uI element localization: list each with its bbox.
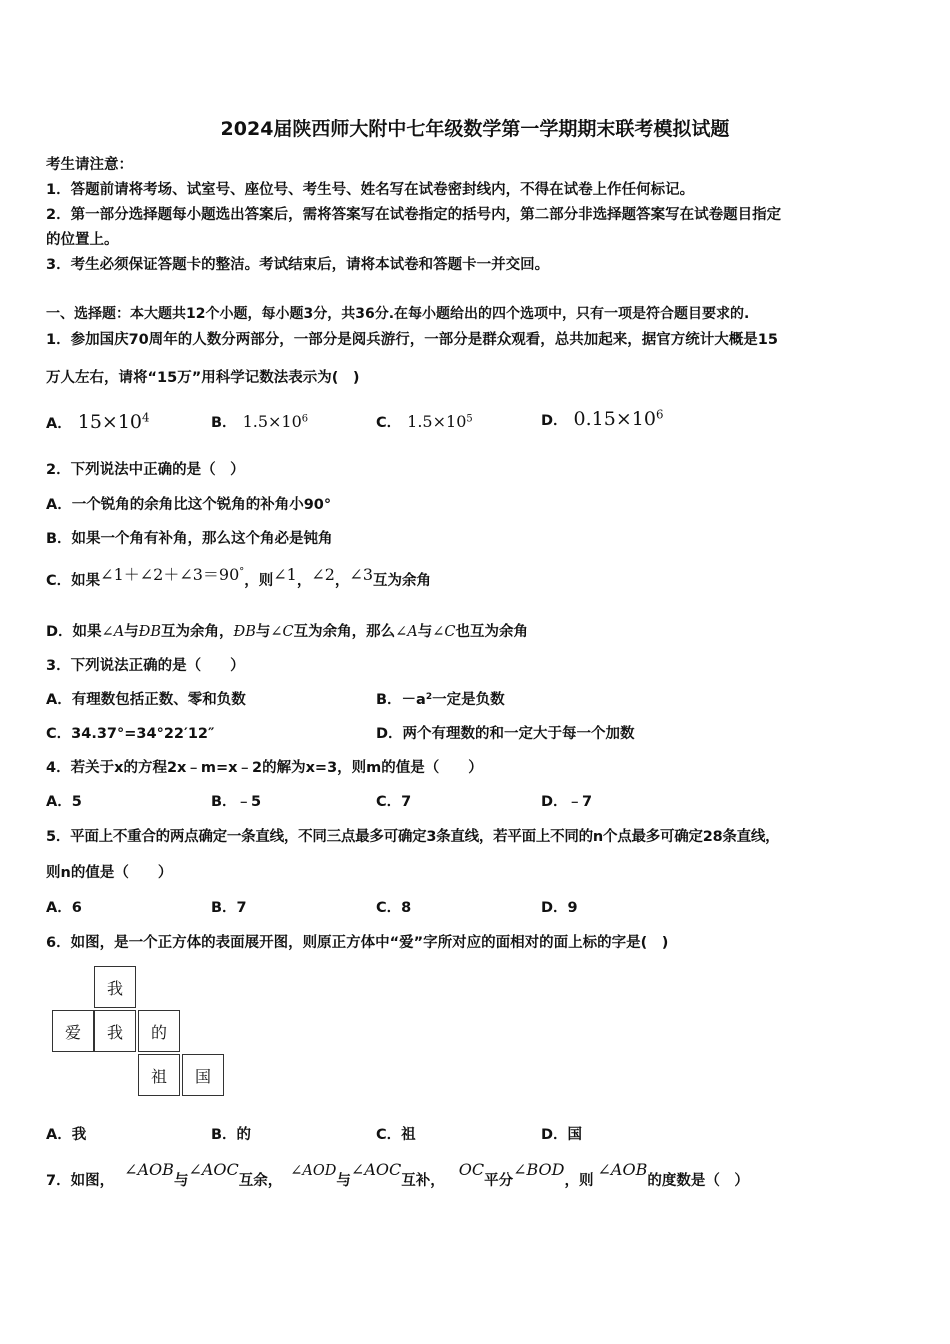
q7-stem bbox=[46, 1160, 749, 1190]
q5-option-d: D．9 bbox=[541, 900, 578, 916]
q4-option-b: B．﹣5 bbox=[211, 794, 262, 810]
option-label: C． bbox=[376, 415, 402, 431]
angle-b: ÐB bbox=[233, 624, 256, 640]
ray-oc: OC bbox=[458, 1160, 485, 1179]
text: D．如果 bbox=[46, 624, 102, 640]
cube-net-figure bbox=[52, 966, 228, 1098]
q3-option-d: D．两个有理数的和一定大于每一个加数 bbox=[376, 726, 635, 742]
exponent: 4 bbox=[142, 410, 150, 425]
text: 互为余角 bbox=[373, 573, 432, 589]
q5-option-c: C．8 bbox=[376, 900, 412, 916]
q4-option-a: A．5 bbox=[46, 794, 82, 810]
text: 与 bbox=[417, 624, 433, 640]
angle-a: ∠A bbox=[101, 624, 125, 640]
net-face-ai: 爱 bbox=[52, 1010, 94, 1052]
q3-option-b bbox=[376, 688, 505, 709]
angle-aob: ∠AOB bbox=[597, 1160, 648, 1179]
q3-option-a: A．有理数包括正数、零和负数 bbox=[46, 692, 246, 708]
exponent: 2 bbox=[425, 692, 433, 703]
section-heading: 一、选择题：本大题共12个小题，每小题3分，共36分.在每小题给出的四个选项中，只有一项是符合题目要求的. bbox=[46, 306, 750, 322]
q1-option-b bbox=[211, 411, 308, 432]
angle-aoc: ∠AOC bbox=[188, 1160, 239, 1179]
notice-item-2-cont: 的位置上。 bbox=[46, 232, 119, 248]
angle-c: ∠C bbox=[270, 624, 294, 640]
q1-option-a bbox=[46, 411, 150, 433]
net-face-top: 我 bbox=[94, 966, 136, 1008]
option-label: B． bbox=[211, 415, 237, 431]
separator: ， bbox=[296, 573, 312, 589]
net-face-guo: 国 bbox=[182, 1054, 224, 1096]
q1-line-1: 1．参加国庆70周年的人数分两部分，一部分是阅兵游行，一部分是群众观看，总共加起来，据官方统计大概是15 bbox=[46, 332, 778, 348]
notice-item-1: 1．答题前请将考场、试室号、座位号、考生号、姓名写在试卷密封线内，不得在试卷上作任何标记。 bbox=[46, 182, 695, 198]
text: 互为余角，那么 bbox=[293, 624, 396, 640]
angle-b: ÐB bbox=[138, 624, 162, 640]
exponent: 5 bbox=[466, 413, 473, 425]
q6-option-c: C．祖 bbox=[376, 1127, 416, 1143]
text: 互补， bbox=[401, 1173, 445, 1189]
text: B．－a bbox=[376, 692, 426, 708]
option-expr bbox=[407, 412, 473, 431]
angle-sum-expr bbox=[100, 565, 244, 584]
angle-aob: ∠AOB bbox=[124, 1160, 174, 1179]
notice-heading: 考生请注意： bbox=[46, 157, 133, 173]
text: 与 bbox=[124, 624, 139, 640]
text: 也互为余角 bbox=[455, 624, 529, 640]
page-title: 2024届陕西师大附中七年级数学第一学期期末联考模拟试题 bbox=[220, 118, 730, 140]
q1-line-2: 万人左右，请将“15万”用科学记数法表示为( ) bbox=[46, 370, 360, 386]
option-expr bbox=[574, 408, 664, 430]
text: 平分 bbox=[484, 1173, 514, 1189]
angle-c: ∠C bbox=[432, 624, 456, 640]
base: 15×10 bbox=[77, 411, 143, 433]
q3-stem: 3．下列说法正确的是（ ） bbox=[46, 658, 245, 674]
base: 1.5×10 bbox=[242, 412, 302, 431]
q5-line-1: 5．平面上不重合的两点确定一条直线，不同三点最多可确定3条直线，若平面上不同的n个点最多可确定28条直线， bbox=[46, 829, 780, 845]
q6-option-a: A．我 bbox=[46, 1127, 87, 1143]
q4-stem: 4．若关于x的方程2x﹣m=x﹣2的解为x=3，则m的值是（ ） bbox=[46, 760, 483, 776]
q6-option-d: D．国 bbox=[541, 1127, 583, 1143]
angle-aod: ∠AOD bbox=[290, 1163, 337, 1179]
degree-mark: ° bbox=[239, 566, 245, 578]
q3-option-c: C．34.37°=34°22′12″ bbox=[46, 726, 215, 742]
separator: ， bbox=[334, 573, 350, 589]
text: 与 bbox=[336, 1173, 351, 1189]
q5-option-b: B．7 bbox=[211, 900, 247, 916]
option-label: A． bbox=[46, 416, 72, 432]
angle-a: ∠A bbox=[395, 624, 418, 640]
option-expr bbox=[243, 412, 309, 431]
q2-option-d bbox=[46, 620, 528, 641]
text: 7．如图， bbox=[46, 1173, 115, 1189]
text: 的度数是（ ） bbox=[647, 1173, 749, 1189]
q1-option-d bbox=[541, 408, 663, 430]
notice-item-3: 3．考生必须保证答题卡的整洁。考试结束后，请将本试卷和答题卡一并交回。 bbox=[46, 257, 550, 273]
q4-option-c: C．7 bbox=[376, 794, 412, 810]
text: ，则 bbox=[564, 1173, 594, 1189]
angle-aoc: ∠AOC bbox=[350, 1160, 402, 1179]
text: ，则 bbox=[244, 573, 274, 589]
notice-item-2: 2．第一部分选择题每小题选出答案后，需将答案写在试卷指定的括号内，第二部分非选择题答案写在试卷题目指定 bbox=[46, 207, 782, 223]
text: 互为余角， bbox=[161, 624, 234, 640]
base: 1.5×10 bbox=[407, 412, 467, 431]
q2-option-c bbox=[46, 567, 431, 590]
text: 与 bbox=[255, 624, 271, 640]
q5-option-a: A．6 bbox=[46, 900, 82, 916]
angle-2: ∠2 bbox=[311, 565, 335, 584]
net-face-zu: 祖 bbox=[138, 1054, 180, 1096]
q4-option-d: D．﹣7 bbox=[541, 794, 593, 810]
expr: ∠1＋∠2＋∠3＝90 bbox=[100, 565, 240, 584]
q6-stem: 6．如图，是一个正方体的表面展开图，则原正方体中“爱”字所对应的面相对的面上标的字是( ) bbox=[46, 935, 669, 951]
q5-line-2: 则n的值是（ ） bbox=[46, 865, 173, 881]
net-face-de: 的 bbox=[138, 1010, 180, 1052]
text: C．如果 bbox=[46, 573, 101, 589]
net-face-wo: 我 bbox=[94, 1010, 136, 1052]
base: 0.15×10 bbox=[573, 408, 656, 430]
option-label: D． bbox=[541, 413, 568, 429]
text: 与 bbox=[173, 1173, 189, 1189]
q1-option-c bbox=[376, 411, 473, 432]
exponent: 6 bbox=[655, 407, 664, 422]
q2-option-b: B．如果一个角有补角，那么这个角必是钝角 bbox=[46, 531, 333, 547]
q2-option-a: A．一个锐角的余角比这个锐角的补角小90° bbox=[46, 497, 332, 513]
angle-1: ∠1 bbox=[273, 565, 297, 584]
exponent: 6 bbox=[301, 413, 309, 425]
q2-stem: 2．下列说法中正确的是（ ） bbox=[46, 462, 245, 478]
text: 一定是负数 bbox=[432, 692, 505, 708]
text: 互余， bbox=[238, 1173, 283, 1189]
angle-bod: ∠BOD bbox=[513, 1160, 565, 1179]
option-expr bbox=[78, 411, 150, 433]
q6-option-b: B．的 bbox=[211, 1127, 252, 1143]
angle-3: ∠3 bbox=[349, 565, 374, 584]
